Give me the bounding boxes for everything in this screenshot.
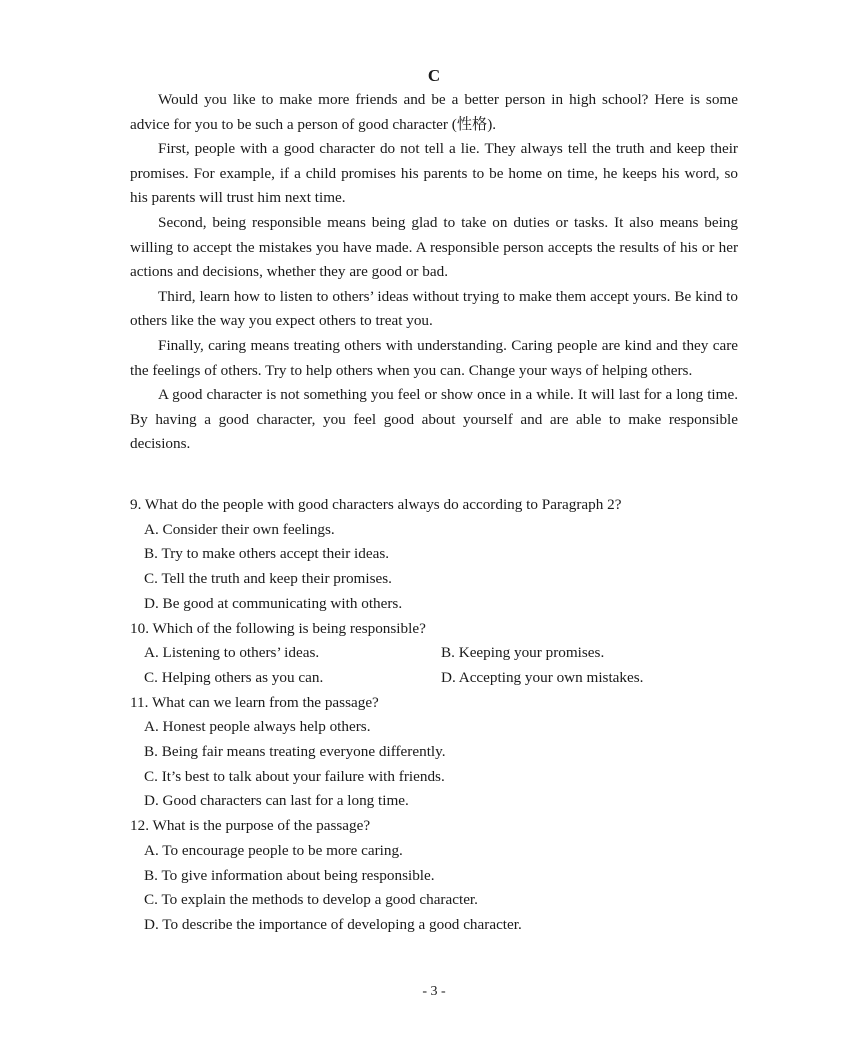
section-heading: C (427, 66, 441, 85)
passage-paragraph-5: Finally, caring means treating others with understanding. Caring people are kind and they care the feelings of others. Try to help others when you can. Change your ways of helping others. (130, 336, 738, 379)
option-a: A. Honest people always help others. (144, 718, 371, 736)
option-b: B. Try to make others accept their ideas. (144, 545, 390, 563)
reading-passage (130, 88, 738, 457)
option-c: C. It’s best to talk about your failure with friends. (144, 767, 445, 785)
option-d: D. Good characters can last for a long time. (144, 792, 409, 810)
option-c: C. To explain the methods to develop a good character. (144, 891, 478, 909)
option-d: D. Accepting your own mistakes. (441, 668, 644, 686)
question-list (130, 493, 750, 938)
question-9 (130, 493, 750, 617)
option-b: B. Being fair means treating everyone differently. (144, 743, 446, 761)
option-a: A. Listening to others’ ideas. (144, 644, 320, 662)
option-c: C. Helping others as you can. (144, 668, 324, 686)
question-10 (130, 617, 750, 691)
option-d: D. To describe the importance of developing a good character. (144, 915, 522, 933)
passage-paragraph-2: First, people with a good character do not tell a lie. They always tell the truth and keep their promises. For example, if a child promises his parents to be home on time, he keeps his word, so his parents will trust him next time. (130, 140, 738, 207)
question-11 (130, 691, 750, 815)
passage-paragraph-4: Third, learn how to listen to others’ ideas without trying to make them accept yours. Be kind to others like the way you expect others to treat you. (130, 287, 738, 330)
option-a: A. Consider their own feelings. (144, 520, 335, 538)
question-12 (130, 814, 750, 938)
option-a: A. To encourage people to be more caring. (144, 841, 403, 859)
option-d: D. Be good at communicating with others. (144, 594, 403, 612)
question-stem: 11. What can we learn from the passage? (130, 693, 379, 711)
option-row (130, 666, 750, 691)
option-b: B. Keeping your promises. (441, 644, 605, 662)
question-stem: 12. What is the purpose of the passage? (130, 817, 371, 835)
option-c: C. Tell the truth and keep their promises. (144, 570, 392, 588)
question-stem: 9. What do the people with good characters always do according to Paragraph 2? (130, 496, 622, 513)
page-number: - 3 - (422, 984, 446, 999)
passage-paragraph-1: Would you like to make more friends and be a better person in high school? Here is some advice for you to be such a person of good character (性格). (130, 91, 738, 133)
option-row (130, 641, 750, 666)
question-stem: 10. Which of the following is being responsible? (130, 619, 426, 637)
option-b: B. To give information about being responsible. (144, 866, 435, 884)
passage-paragraph-6: A good character is not something you feel or show once in a while. It will last for a long time. By having a good character, you feel good about yourself and are able to make responsible decisions. (130, 386, 738, 453)
passage-paragraph-3: Second, being responsible means being glad to take on duties or tasks. It also means being willing to accept the mistakes you have made. A responsible person accepts the results of his or her actions and decisions, whether they are good or bad. (130, 213, 738, 281)
